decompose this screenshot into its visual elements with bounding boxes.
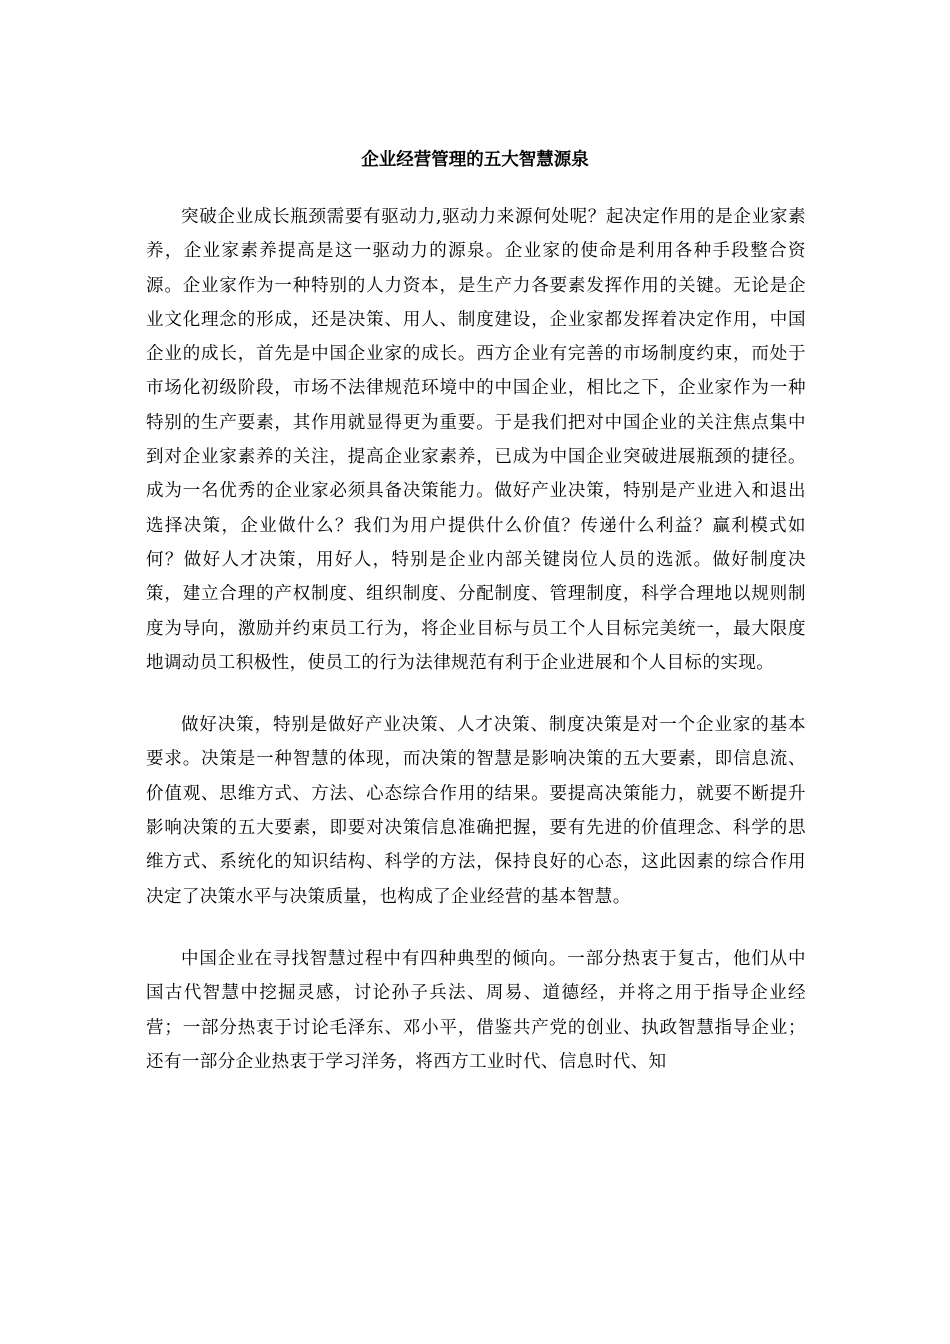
document-body: [146, 200, 806, 1107]
paragraph-2: 做好决策，特别是做好产业决策、人才决策、制度决策是对一个企业家的基本要求。决策是一种智慧的体现，而决策的智慧是影响决策的五大要素，即信息流、价值观、思维方式、方法、心态综合作用的结果。要提高决策能力，就要不断提升影响决策的五大要素，即要对决策信息准确把握，要有先进的价值理念、科学的思维方式、系统化的知识结构、科学的方法，保持良好的心态，这此因素的综合作用决定了决策水平与决策质量，也构成了企业经营的基本智慧。: [146, 715, 806, 907]
document-title: 企业经营管理的五大智慧源泉: [361, 150, 589, 170]
paragraph-3: 中国企业在寻找智慧过程中有四种典型的倾向。一部分热衷于复古，他们从中国古代智慧中挖掘灵感，讨论孙子兵法、周易、道德经，并将之用于指导企业经营；一部分热衷于讨论毛泽东、邓小平，借鉴共产党的创业、执政智慧指导企业；还有一部分企业热衷于学习洋务，将西方工业时代、信息时代、知: [146, 948, 806, 1072]
paragraph-1: 突破企业成长瓶颈需要有驱动力,驱动力来源何处呢？起决定作用的是企业家素养，企业家素养提高是这一驱动力的源泉。企业家的使命是利用各种手段整合资源。企业家作为一种特别的人力资本，是生产力各要素发挥作用的关键。无论是企业文化理念的形成，还是决策、用人、制度建设，企业家都发挥着决定作用，中国企业的成长，首先是中国企业家的成长。西方企业有完善的市场制度约束，而处于市场化初级阶段，市场不法律规范环境中的中国企业，相比之下，企业家作为一种特别的生产要素，其作用就显得更为重要。于是我们把对中国企业的关注焦点集中到对企业家素养的关注，提高企业家素养，已成为中国企业突破进展瓶颈的捷径。成为一名优秀的企业家必须具备决策能力。做好产业决策，特别是产业进入和退出选择决策，企业做什么？我们为用户提供什么价值？传递什么利益？赢利模式如何？做好人才决策，用好人，特别是企业内部关键岗位人员的选派。做好制度决策，建立合理的产权制度、组织制度、分配制度、管理制度，科学合理地以规则制度为导向，激励并约束员工行为，将企业目标与员工个人目标完美统一，最大限度地调动员工积极性，使员工的行为法律规范有利于企业进展和个人目标的实现。: [146, 207, 806, 673]
